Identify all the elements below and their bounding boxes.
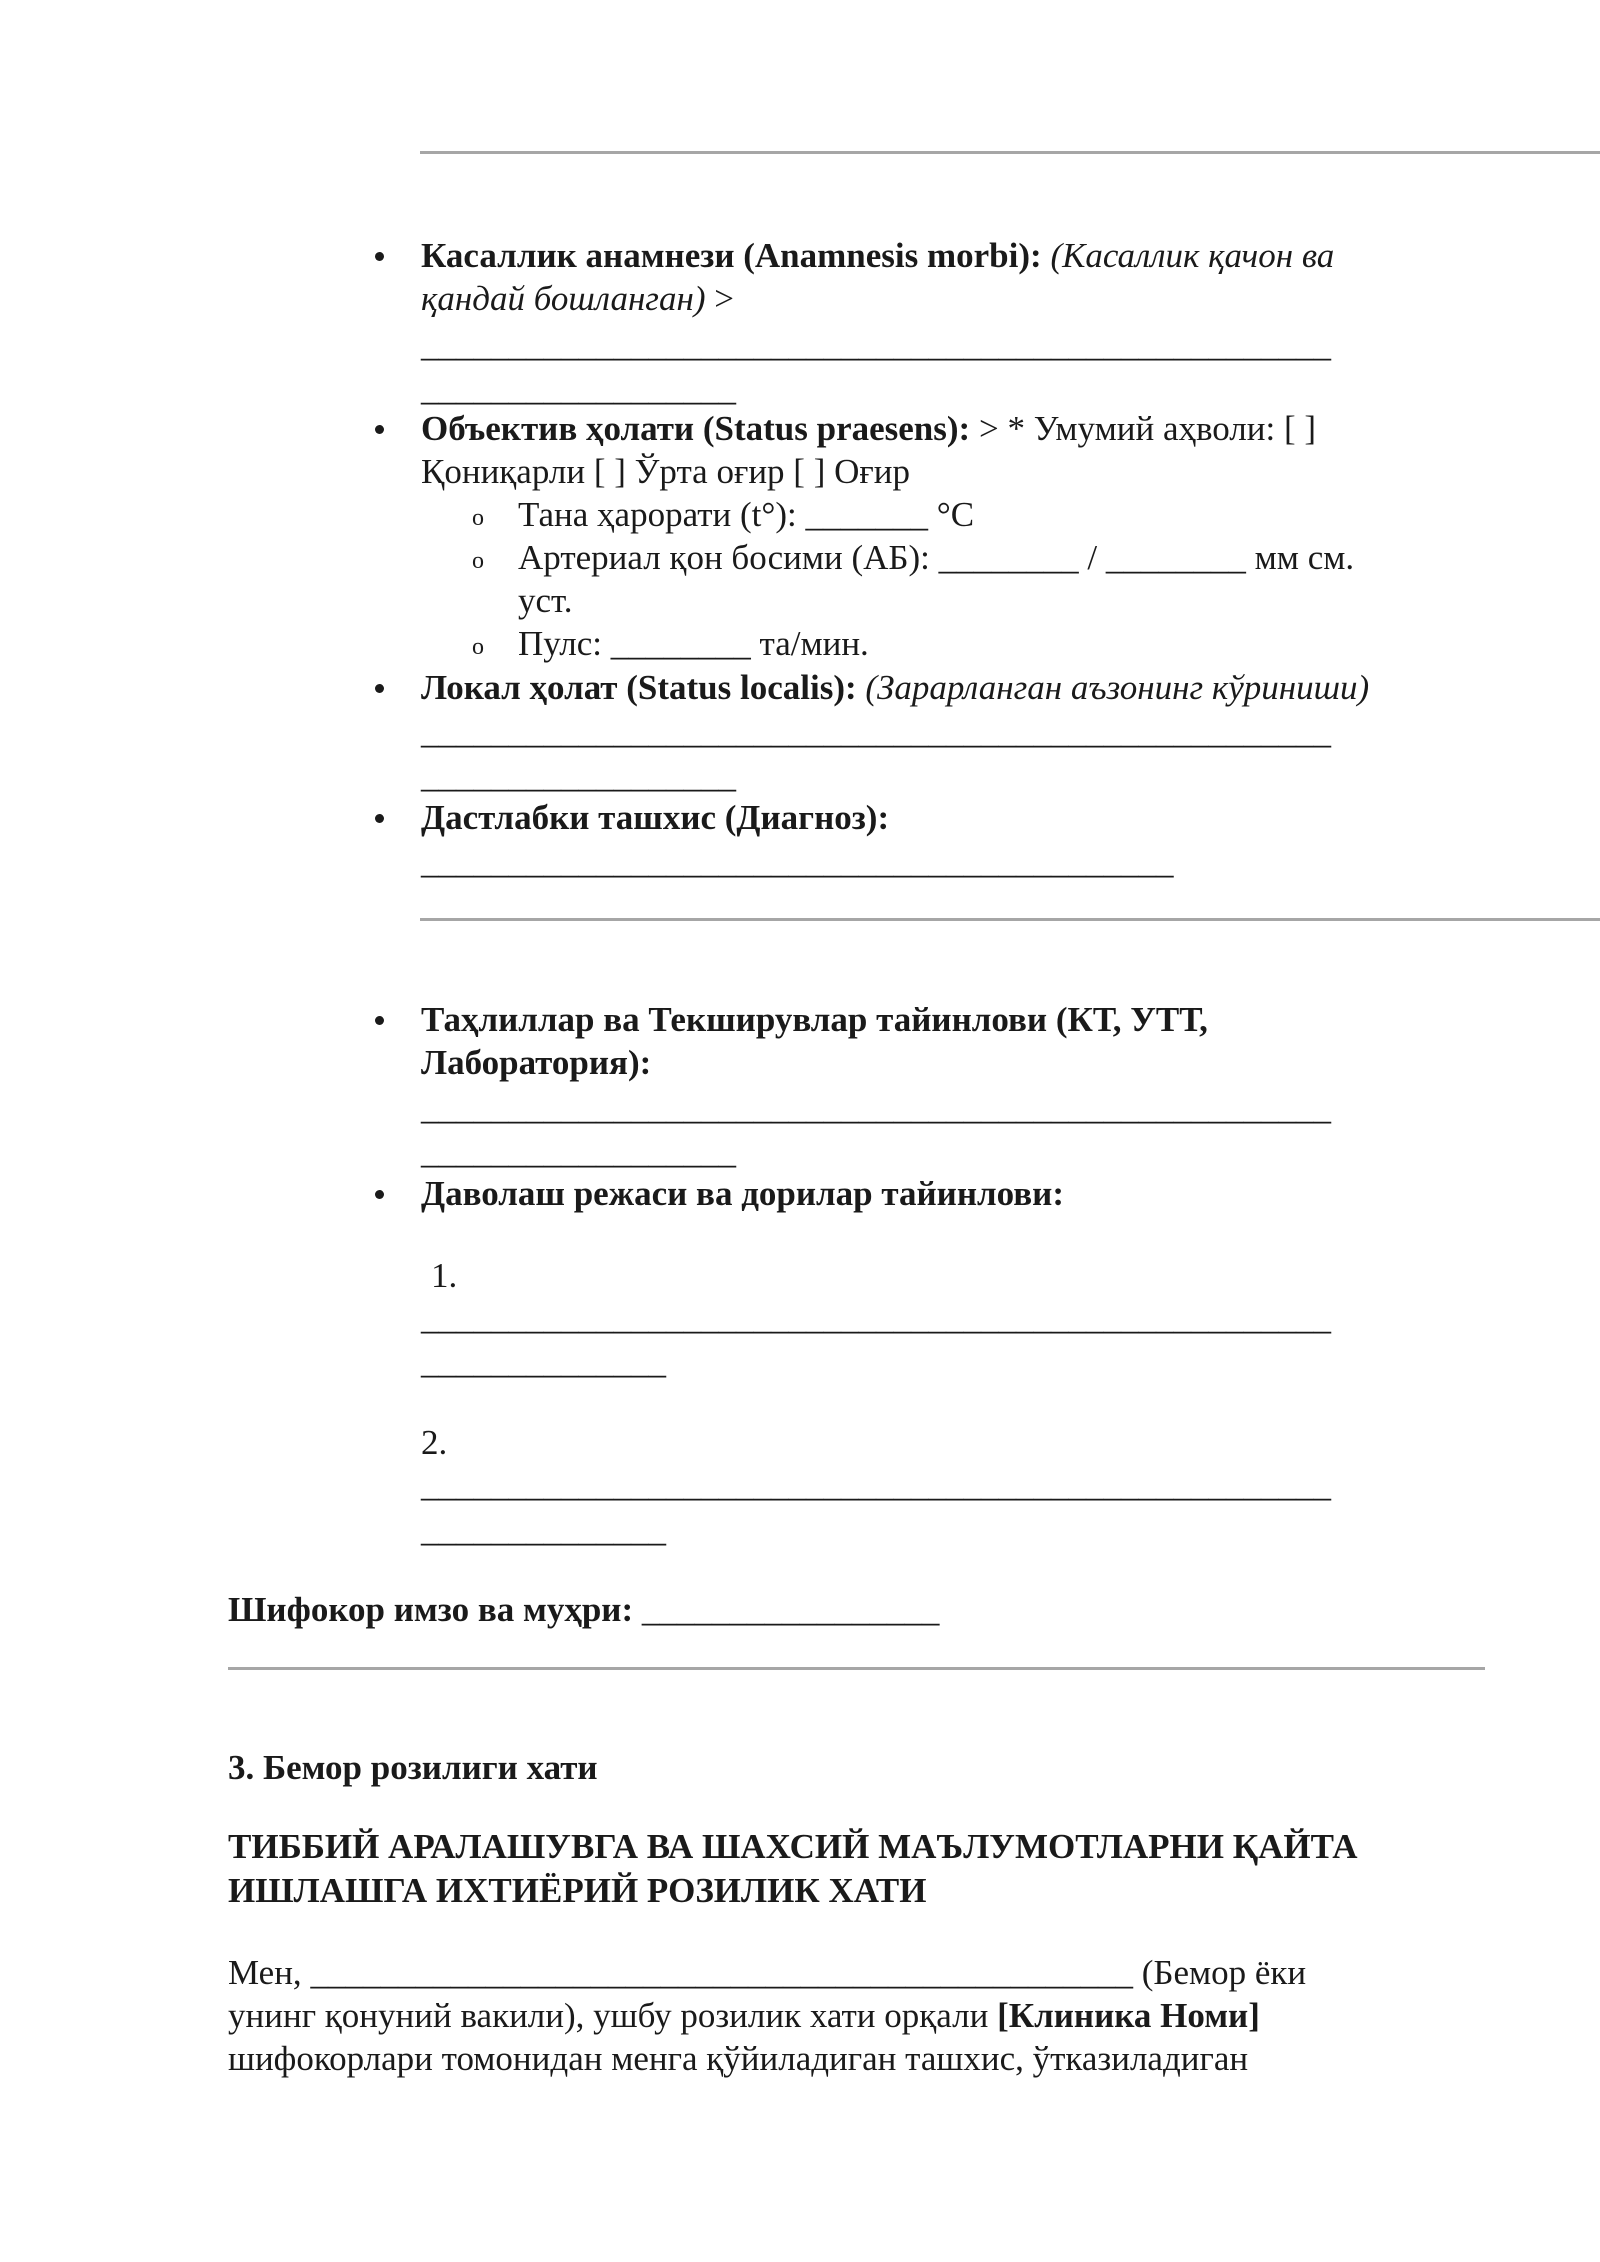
sub-bullet: o bbox=[472, 548, 484, 574]
status-localis-label: Локал ҳолат (Status localis): bbox=[421, 668, 857, 707]
pulse-row bbox=[518, 626, 869, 661]
horizontal-rule-top bbox=[420, 151, 1600, 154]
treatment-label: Даволаш режаси ва дорилар тайинлови: bbox=[421, 1174, 1064, 1213]
sub-bullet: o bbox=[472, 505, 484, 531]
patient-name-field[interactable]: _______________________________________________ bbox=[310, 1953, 1133, 1992]
anamnesis-hint-cont: қандай бошланган) bbox=[421, 279, 706, 318]
sub-bullet: o bbox=[472, 634, 484, 660]
blood-pressure-systolic-field[interactable]: ________ bbox=[938, 538, 1079, 577]
treatment-item-number: 2. bbox=[421, 1423, 448, 1462]
temperature-label: Тана ҳарорати (t°): bbox=[518, 495, 806, 534]
temperature-row bbox=[518, 497, 974, 532]
consent-paragraph-line-1 bbox=[228, 1955, 1306, 1990]
tests-fill-line[interactable]: ____________________________________________________ bbox=[421, 1088, 1331, 1127]
blood-pressure-label: Артериал қон босими (АБ): bbox=[518, 538, 939, 577]
treatment-item-2-fill-line[interactable]: ____________________________________________________ bbox=[421, 1465, 1331, 1504]
clinic-name-placeholder: [Клиника Номи] bbox=[997, 1996, 1260, 2035]
status-localis-hint: (Зарарланган аъзонинг кўриниши) bbox=[856, 668, 1370, 707]
bullet bbox=[375, 1016, 384, 1025]
anamnesis-fill-line[interactable]: ____________________________________________________ bbox=[421, 325, 1331, 364]
doctor-signature-label: Шифокор имзо ва муҳри: bbox=[228, 1590, 642, 1629]
bullet bbox=[375, 684, 384, 693]
consent-text: (Бемор ёки bbox=[1132, 1953, 1307, 1992]
status-praesens-text: > * Умумий аҳволи: [ ] bbox=[970, 409, 1317, 448]
anamnesis-hint: (Касаллик қачон ва bbox=[1050, 236, 1335, 275]
status-praesens-label: Объектив ҳолати (Status praesens): bbox=[421, 409, 971, 448]
consent-heading-cont: ИШЛАШГА ИХТИЁРИЙ РОЗИЛИК ХАТИ bbox=[228, 1871, 927, 1910]
consent-paragraph-line-2 bbox=[228, 1998, 1260, 2033]
diagnosis-fill-line[interactable]: ___________________________________________ bbox=[421, 842, 1174, 881]
anamnesis-fill-line-short[interactable]: __________________ bbox=[421, 369, 736, 408]
horizontal-rule-bottom bbox=[228, 1667, 1485, 1670]
status-localis-line bbox=[421, 670, 1369, 705]
tests-label-cont: Лаборатория): bbox=[421, 1043, 652, 1082]
blood-pressure-diastolic-field[interactable]: ________ bbox=[1105, 538, 1246, 577]
status-praesens-line-1 bbox=[421, 411, 1316, 446]
anamnesis-line-2 bbox=[421, 281, 734, 316]
pulse-label: Пулс: bbox=[518, 624, 611, 663]
temperature-field[interactable]: _______ bbox=[805, 495, 929, 534]
doctor-signature-row bbox=[228, 1592, 939, 1627]
treatment-item-1-fill-line-short[interactable]: ______________ bbox=[421, 1342, 666, 1381]
consent-heading: ТИББИЙ АРАЛАШУВГА ВА ШАХСИЙ МАЪЛУМОТЛАРНИ ҚАЙТА bbox=[228, 1827, 1358, 1866]
treatment-item-1-fill-line[interactable]: ____________________________________________________ bbox=[421, 1298, 1331, 1337]
consent-paragraph-line-3: шифокорлари томонидан менга қўйиладиган ташхис, ўтказиладиган bbox=[228, 2039, 1249, 2078]
status-praesens-options: Қониқарли [ ] Ўрта оғир [ ] Оғир bbox=[421, 452, 910, 491]
treatment-item-number: 1. bbox=[431, 1256, 458, 1295]
blood-pressure-row bbox=[518, 540, 1354, 575]
horizontal-rule-middle bbox=[420, 918, 1600, 921]
bullet bbox=[375, 1190, 384, 1199]
bullet bbox=[375, 814, 384, 823]
tests-fill-line-short[interactable]: __________________ bbox=[421, 1132, 736, 1171]
pulse-unit: та/мин. bbox=[750, 624, 869, 663]
bullet bbox=[375, 252, 384, 261]
anamnesis-line-1 bbox=[421, 238, 1334, 273]
pulse-field[interactable]: ________ bbox=[610, 624, 751, 663]
doctor-signature-field[interactable]: _________________ bbox=[641, 1590, 940, 1629]
anamnesis-arrow: > bbox=[705, 279, 734, 318]
diagnosis-label: Дастлабки ташхис (Диагноз): bbox=[421, 798, 890, 837]
bullet bbox=[375, 425, 384, 434]
treatment-item-2-fill-line-short[interactable]: ______________ bbox=[421, 1510, 666, 1549]
status-localis-fill-line[interactable]: ____________________________________________________ bbox=[421, 712, 1331, 751]
blood-pressure-separator: / bbox=[1078, 538, 1106, 577]
status-localis-fill-line-short[interactable]: __________________ bbox=[421, 756, 736, 795]
consent-section-title: 3. Бемор розилиги хати bbox=[228, 1748, 598, 1787]
blood-pressure-unit: мм см. bbox=[1245, 538, 1355, 577]
consent-text: Мен, bbox=[228, 1953, 311, 1992]
tests-label: Таҳлиллар ва Текширувлар тайинлови (КТ, УТТ, bbox=[421, 1000, 1208, 1039]
consent-text: унинг қонуний вакили), ушбу розилик хати орқали bbox=[228, 1996, 998, 2035]
anamnesis-label: Касаллик анамнези (Anamnesis morbi): bbox=[421, 236, 1042, 275]
blood-pressure-unit-cont: уст. bbox=[518, 581, 573, 620]
temperature-unit: °C bbox=[928, 495, 975, 534]
